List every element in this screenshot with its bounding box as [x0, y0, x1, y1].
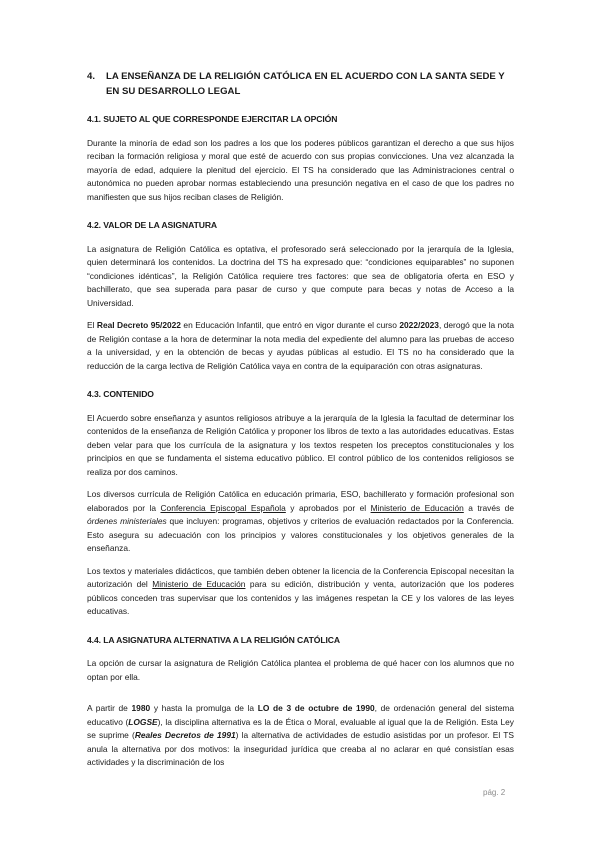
subsection-heading-4-3: 4.3. CONTENIDO: [87, 389, 154, 399]
link-conferencia-episcopal[interactable]: Conferencia Episcopal Española: [160, 502, 286, 513]
page-number: pág. 2: [483, 788, 506, 797]
paragraph: Los textos y materiales didácticos, que también deben obtener la licencia de la Conferencia Episcopal necesitan la autorización del Ministerio de Educación para su edición, distribución y venta, autorización que los poderes públicos conceden tras supervisar que los contenidos y las imágenes respetan la CE y los valores de las leyes educativas.: [87, 565, 514, 616]
link-ministerio-educacion[interactable]: Ministerio de Educación: [152, 579, 246, 589]
section-title: LA ENSEÑANZA DE LA RELIGIÓN CATÓLICA EN EL ACUERDO CON LA SANTA SEDE Y EN SU DESARROLLO LEGAL: [106, 71, 505, 97]
school-year: 2022/2023: [399, 320, 439, 330]
paragraph: Los diversos currícula de Religión Católica en educación primaria, ESO, bachillerato y formación profesional son elaborados por la Conferencia Episcopal Española y aprobados por el Ministerio de Educación a través de órdenes ministeriales que incluyen: programas, objetivos y criterios de evaluación redactados por la Conferencia. Esto asegura su adecuación con los principios y valores constitucionales y los objetivos generales de la enseñanza.: [87, 489, 514, 553]
paragraph: A partir de 1980 y hasta la promulga de la LO de 3 de octubre de 1990, de ordenación general del sistema educativo (LOGSE), la disciplina alternativa es la de Ética o Moral, evaluable al igual que la de Religión. Esta Ley se suprime (Reales Decretos de 1991) la alternativa de actividades de estudio asistidas por un profesor. El TS anula la alternativa por dos motivos: la inseguridad jurídica que creaba al no aclarar en qué consistían esas actividades y la discriminación de los: [87, 703, 515, 767]
paragraph: La opción de cursar la asignatura de Religión Católica plantea el problema de qué hacer con los alumnos que no optan por ella.: [87, 658, 514, 682]
paragraph: La asignatura de Religión Católica es optativa, el profesorado será seleccionado por la jerarquía de la Iglesia, quien determinará los contenidos. La doctrina del TS ha expresado que: “condiciones equiparables” no suponen “condiciones idénticas”, la Religión Católica requiere tres factores: que sea de obligatoria oferta en ESO y bachillerato, que sea superada para pasar de curso y que compute para becas y notas de Acceso a la Universidad.: [87, 243, 514, 308]
section-number: 4.: [87, 71, 96, 82]
page-content: [87, 70, 514, 779]
paragraph: El Acuerdo sobre enseñanza y asuntos religiosos atribuye a la jerarquía de la Iglesia la facultad de determinar los contenidos de la enseñanza de Religión Católica y proponer los libros de texto a las autoridades educativas. Estas deben velar para que los currícula de la asignatura y los textos respeten los preceptos constitucionales y los principios en que se fundamenta el sistema educativo público. El control público de los contenidos religiosos se realiza por dos caminos.: [87, 412, 514, 477]
paragraph: El Real Decreto 95/2022 en Educación Infantil, que entró en vigor durante el curso 2022/2023, derogó que la nota de Religión contase a la hora de determinar la nota media del expediente del alumno para las pruebas de acceso a la universidad, y en la obtención de becas y ayudas públicas al estudio. El TS no ha considerado que la reducción de la carga lectiva de Religión Católica vaya en contra de la equiparación con otras asignaturas.: [87, 320, 514, 371]
section-heading: [87, 70, 514, 99]
subsection-heading-4-2: 4.2. VALOR DE LA ASIGNATURA: [87, 220, 218, 230]
paragraph: Durante la minoría de edad son los padres a los que los poderes públicos garantizan el derecho a que sus hijos reciban la formación religiosa y moral que esté de acuerdo con sus propias convicciones. Una vez alcanzada la mayoría de edad, adquiere la plenitud del ejercicio. El TS ha considerado que las Administraciones central o autonómica no pueden aprobar normas estableciendo una presunción negativa en el caso de que los padres no manifiesten que sus hijos reciban clases de Religión.: [87, 137, 514, 202]
subsection-heading-4-1: 4.1. SUJETO AL QUE CORRESPONDE EJERCITAR LA OPCIÓN: [87, 114, 338, 124]
link-ministerio-educacion[interactable]: Ministerio de Educación: [370, 502, 464, 513]
subsection-heading-4-4: 4.4. LA ASIGNATURA ALTERNATIVA A LA RELIGIÓN CATÓLICA: [87, 634, 340, 645]
law-reference: Real Decreto 95/2022: [96, 320, 181, 330]
